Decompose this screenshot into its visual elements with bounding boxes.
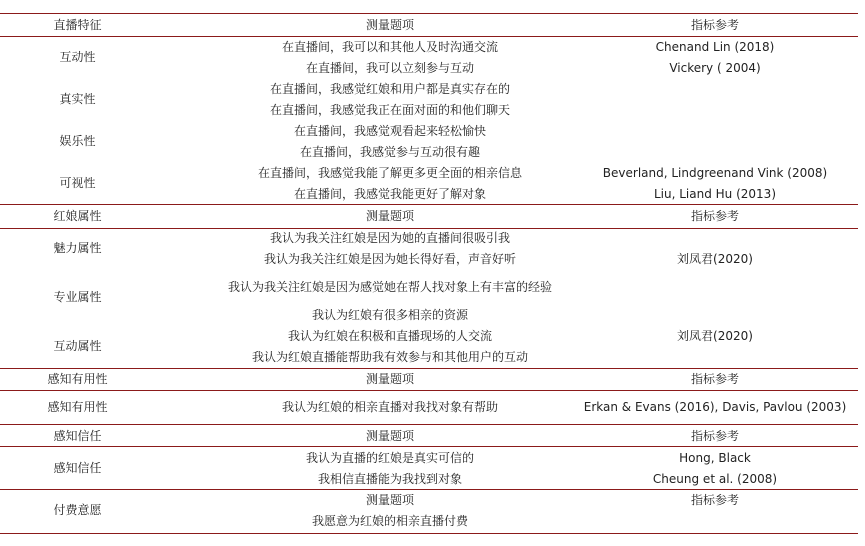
item-text: 在直播间，我感觉观看起来轻松愉快 <box>293 124 486 138</box>
item-text: 在直播间，我感觉参与互动很有趣 <box>299 145 480 159</box>
header-reference: 指标参考 <box>690 493 739 507</box>
group-name: 感知信任 <box>53 461 102 475</box>
item-text: 我认为我关注红娘是因为她的直播间很吸引我 <box>269 231 510 245</box>
header-rule <box>0 446 858 447</box>
item-text: 在直播间，我感觉我正在面对面的和他们聊天 <box>269 103 510 117</box>
item-text: 在直播间，我可以立刻参与互动 <box>305 61 474 75</box>
header-reference: 指标参考 <box>690 18 739 32</box>
header-feature: 红娘属性 <box>53 209 102 223</box>
section-divider <box>0 204 858 205</box>
header-feature: 付费意愿 <box>53 503 102 517</box>
item-text: 在直播间，我感觉红娘和用户都是真实存在的 <box>269 82 510 96</box>
header-rule <box>0 36 858 37</box>
item-text: 我认为红娘直播能帮助我有效参与和其他用户的互动 <box>251 350 528 364</box>
item-text: 我认为我关注红娘是因为感觉她在帮人找对象上有丰富的经验 <box>227 280 552 294</box>
header-reference: 指标参考 <box>690 209 739 223</box>
header-reference: 指标参考 <box>690 372 739 386</box>
table-bottom-rule <box>0 533 858 534</box>
item-text: 我认为红娘有很多相亲的资源 <box>311 308 468 322</box>
reference-text: 刘凤君(2020) <box>677 329 753 343</box>
section-divider <box>0 489 858 490</box>
header-items: 测量题项 <box>365 493 414 507</box>
group-name: 魅力属性 <box>53 241 102 255</box>
item-text: 我认为我关注红娘是因为她长得好看，声音好听 <box>263 252 516 266</box>
group-name: 可视性 <box>59 176 96 190</box>
group-name: 互动属性 <box>53 339 102 353</box>
reference-text: Liu, Liand Hu (2013) <box>653 187 776 201</box>
header-reference: 指标参考 <box>690 429 739 443</box>
section-divider <box>0 424 858 425</box>
reference-text: Beverland, Lindgreenand Vink (2008) <box>602 166 828 180</box>
item-text: 我认为红娘在积极和直播现场的人交流 <box>287 329 492 343</box>
item-text: 在直播间，我感觉我能更好了解对象 <box>293 187 486 201</box>
item-text: 我认为直播的红娘是真实可信的 <box>305 451 474 465</box>
table-top-rule <box>0 13 858 14</box>
reference-text: Chenand Lin (2018) <box>655 40 775 54</box>
header-feature: 感知有用性 <box>47 372 108 386</box>
group-name: 真实性 <box>59 92 96 106</box>
header-rule <box>0 228 858 229</box>
item-text: 我相信直播能为我找到对象 <box>317 472 462 486</box>
item-text: 我愿意为红娘的相亲直播付费 <box>311 514 468 528</box>
header-rule <box>0 390 858 391</box>
item-text: 在直播间，我感觉我能了解更多更全面的相亲信息 <box>257 166 522 180</box>
reference-text: Cheung et al. (2008) <box>652 472 778 486</box>
section-divider <box>0 368 858 369</box>
header-items: 测量题项 <box>365 18 414 32</box>
group-name: 感知有用性 <box>47 400 108 414</box>
header-items: 测量题项 <box>365 209 414 223</box>
header-items: 测量题项 <box>365 429 414 443</box>
header-feature: 感知信任 <box>53 429 102 443</box>
reference-text: Erkan & Evans (2016), Davis, Pavlou (2003) <box>583 400 847 414</box>
reference-text: Vickery ( 2004) <box>669 61 761 75</box>
item-text: 我认为红娘的相亲直播对我找对象有帮助 <box>281 400 498 414</box>
reference-text: Hong, Black <box>679 451 751 465</box>
group-name: 专业属性 <box>53 290 102 304</box>
item-text: 在直播间，我可以和其他人及时沟通交流 <box>281 40 498 54</box>
reference-text: 刘凤君(2020) <box>677 252 753 266</box>
header-feature: 直播特征 <box>53 18 102 32</box>
group-name: 互动性 <box>59 50 96 64</box>
header-items: 测量题项 <box>365 372 414 386</box>
group-name: 娱乐性 <box>59 134 96 148</box>
